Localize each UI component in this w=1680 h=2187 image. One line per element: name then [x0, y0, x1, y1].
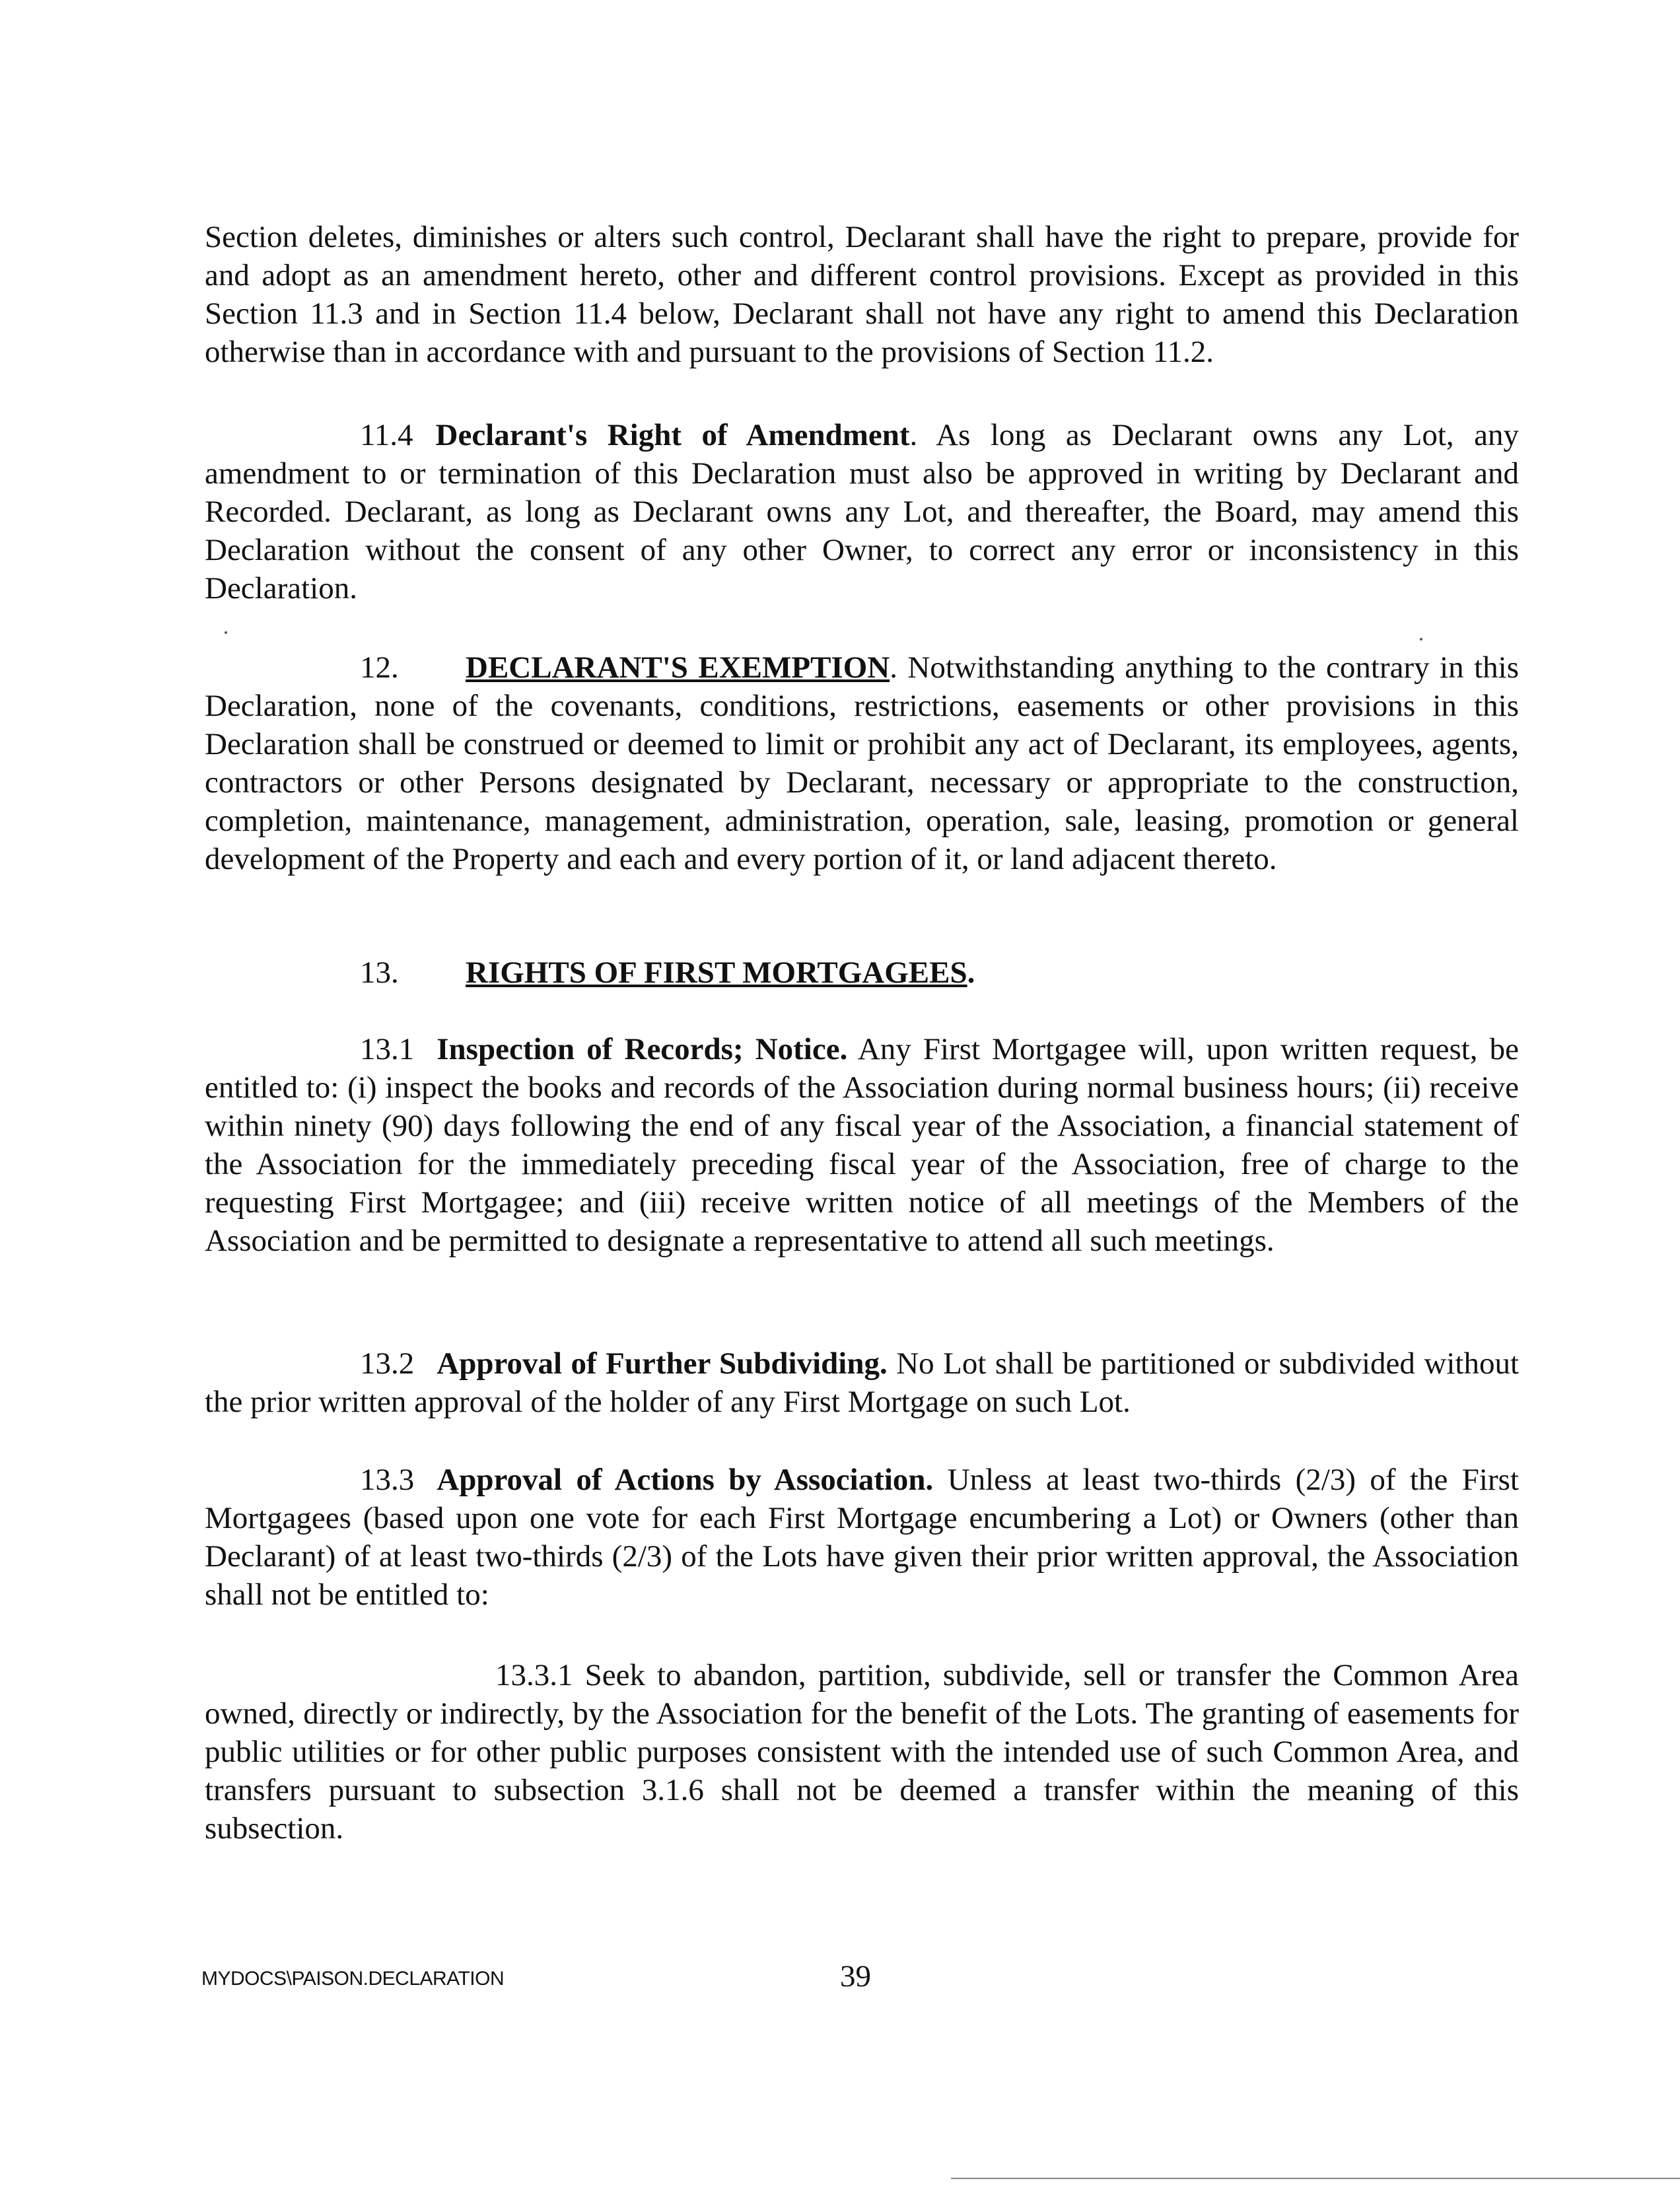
section-text: . Notwithstanding anything to the contrary in this Declaration, none of the covenants, conditions, restrictions, easements or other provisions in this Declaration shall be construed or deemed to limit or prohibit any act of Declarant, its employees, agents, contractors or other Persons designated by Declarant, necessary or appropriate to the construction, completion, maintenance, management, administration, operation, sale, leasing, promotion or general development of the Property and each and every portion of it, or land adjacent thereto. — [205, 650, 1519, 876]
section-13-3-1 — [205, 1656, 1519, 1848]
section-title: Approval of Actions by Association. — [437, 1463, 934, 1497]
section-number: 13. — [360, 955, 399, 990]
section-12 — [205, 648, 1519, 878]
section-text: Seek to abandon, partition, subdivide, sell or transfer the Common Area owned, directly or indirectly, by the Association for the benefit of the Lots. The granting of easements for public utilities or for other public purposes consistent with the intended use of such Common Area, and transfers pursuant to subsection 3.1.6 shall not be deemed a transfer within the meaning of this subsection. — [205, 1658, 1519, 1846]
section-number: 11.4 — [360, 418, 413, 452]
scan-edge-line — [951, 2178, 1680, 2179]
section-title-period: . — [967, 955, 975, 990]
section-13-1 — [205, 1030, 1519, 1260]
section-13-3 — [205, 1461, 1519, 1614]
scan-speck — [225, 631, 227, 634]
section-title: Inspection of Records; Notice. — [437, 1032, 848, 1066]
section-text: Any First Mortgagee will, upon written request, be entitled to: (i) inspect the books and records of the Association during normal business hours; (ii) receive within ninety (90) days following the end of any fiscal year of the Association, a financial statement of the Association for the immediately preceding fiscal year of the Association, free of charge to the requesting First Mortgagee; and (iii) receive written notice of all meetings of the Members of the Association and be permitted to designate a representative to attend all such meetings. — [205, 1032, 1519, 1258]
section-text: . As long as Declarant owns any Lot, any amendment to or termination of this Declaration must also be approved in writing by Declarant and Recorded. Declarant, as long as Declarant owns any Lot, and thereafter, the Board, may amend this Declaration without the consent of any other Owner, to correct any error or inconsistency in this Declaration. — [205, 418, 1519, 606]
section-number: 13.1 — [360, 1032, 415, 1066]
section-11-4 — [205, 416, 1519, 608]
section-text: Unless at least two-thirds (2/3) of the First Mortgagees (based upon one vote for each First Mortgage encumbering a Lot) or Owners (other than Declarant) of at least two-thirds (2/3) of the Lots have given their prior written approval, the Association shall not be entitled to: — [205, 1463, 1519, 1612]
section-number: 12. — [360, 650, 399, 685]
section-title: Approval of Further Subdividing. — [437, 1346, 888, 1381]
section-13-2 — [205, 1344, 1519, 1421]
page-number: 39 — [840, 1959, 871, 1994]
section-text: No Lot shall be partitioned or subdivided without the prior written approval of the holder of any First Mortgage on such Lot. — [205, 1346, 1520, 1419]
section-title: DECLARANT'S EXEMPTION — [466, 650, 890, 685]
scan-speck — [1420, 638, 1422, 641]
section-number: 13.2 — [360, 1346, 415, 1381]
section-title: Declarant's Right of Amendment — [435, 418, 910, 452]
section-number: 13.3 — [360, 1463, 415, 1497]
footer-file-reference: MYDOCS\PAISON.DECLARATION — [201, 1968, 505, 1990]
section-13-heading — [205, 954, 1519, 992]
section-number: 13.3.1 — [495, 1658, 573, 1692]
section-title: RIGHTS OF FIRST MORTGAGEES — [466, 955, 967, 990]
paragraph-continuation: Section deletes, diminishes or alters such control, Declarant shall have the right to prepare, provide for and adopt as an amendment hereto, other and different control provisions. Except as provided in this Section 11.3 and in Section 11.4 below, Declarant shall not have any right to amend this Declaration otherwise than in accordance with and pursuant to the provisions of Section 11.2. — [205, 220, 1519, 369]
